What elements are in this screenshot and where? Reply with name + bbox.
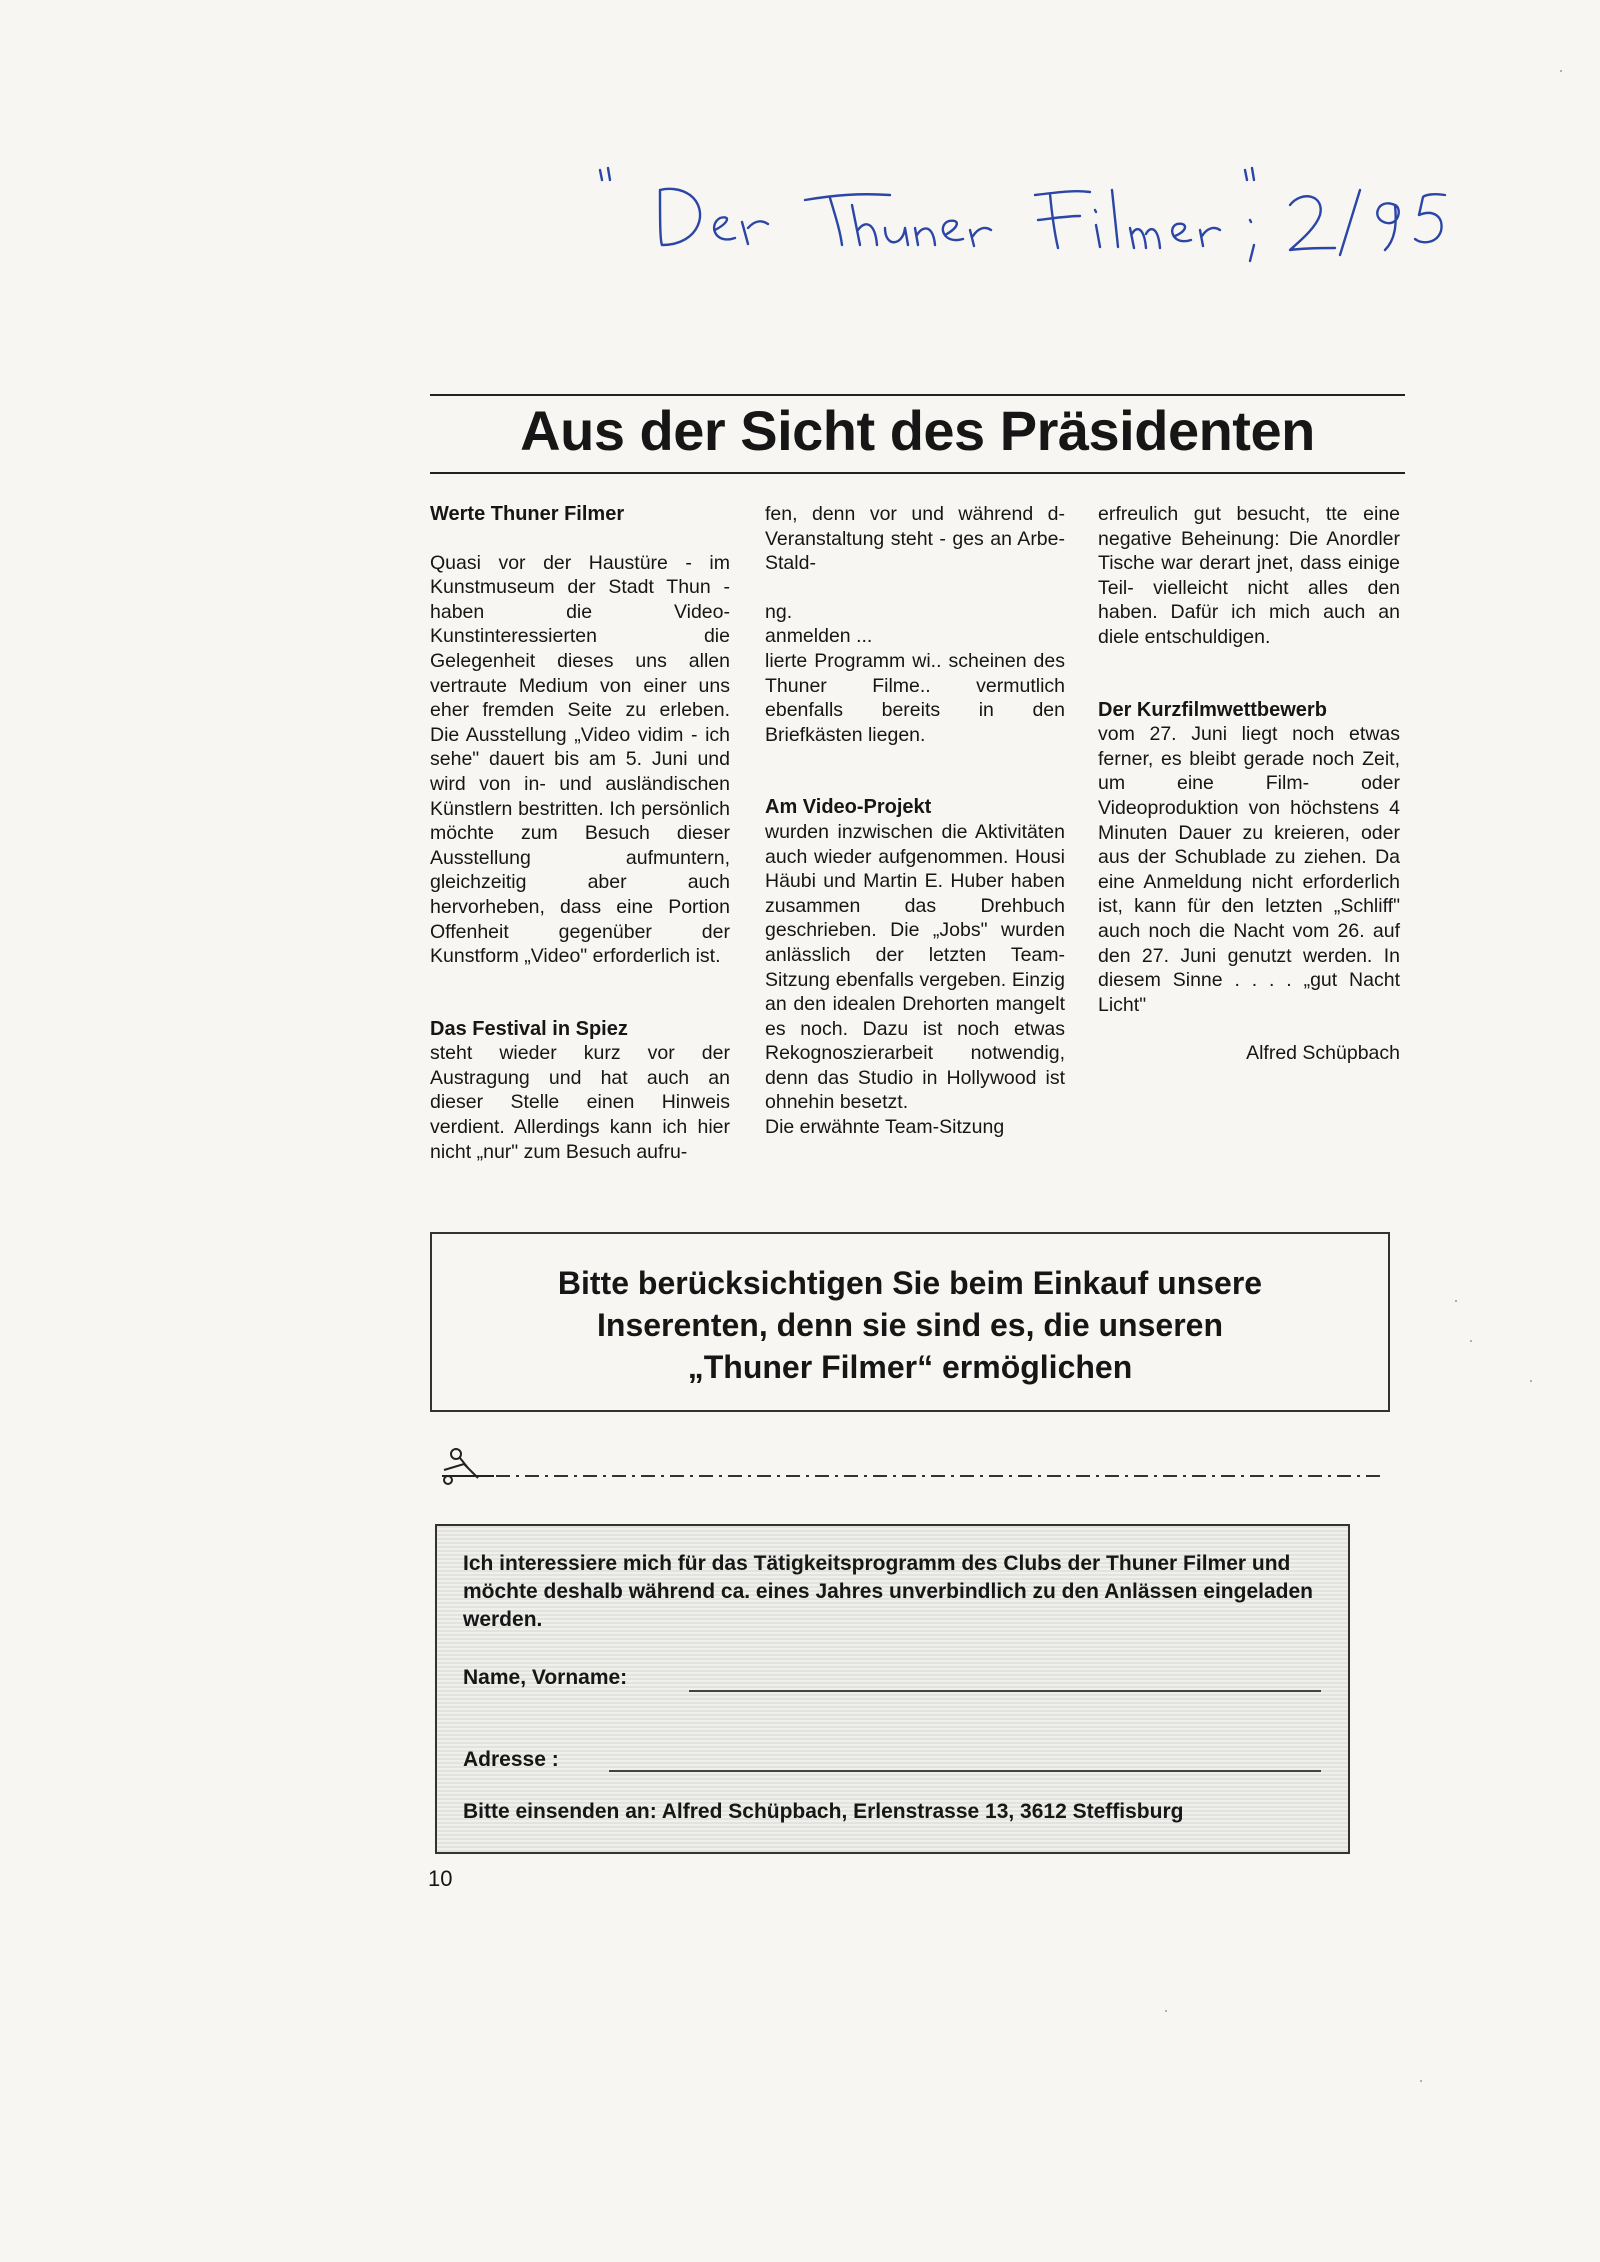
name-field[interactable]: [689, 1690, 1321, 1692]
address-label: Adresse :: [463, 1748, 559, 1771]
section-heading: Am Video-Projekt: [765, 796, 932, 819]
handwritten-annotation: [590, 150, 1450, 270]
scissors-cut-line: [434, 1446, 1384, 1486]
scan-speck: [1560, 70, 1562, 72]
author-signature: Alfred Schüpbach: [1246, 1042, 1400, 1065]
form-intro: Ich interessiere mich für das Tätigkeitsprogramm des Clubs der Thuner Filmer und möchte deshalb während ca. eines Jahres unverbindlich zu den Anlässen eingeladen werden.: [463, 1552, 1313, 1631]
section-heading: Das Festival in Spiez: [430, 1017, 628, 1040]
scan-speck: [1420, 2080, 1422, 2082]
address-field[interactable]: [609, 1770, 1321, 1772]
paragraph-spacer: [765, 747, 1065, 795]
paragraph: Quasi vor der Haustüre - im Kunstmuseum der Stadt Thun - haben die Video-Kunstinteressierten die Gelegenheit dieses uns allen vertraute Medium von einer uns eher fremden Seite zu erleben. Die Ausstellung „Video vidim - ich sehe" dauert bis am 5. Juni und wird von in- und ausländischen Künstlern bestritten. Ich persönlich möchte zum Besuch dieser Ausstellung aufmuntern, gleichzeitig aber auch hervorheben, dass eine Portion Offenheit gegenüber der Kunstform „Video" erforderlich ist.: [430, 551, 730, 968]
paragraph-spacer: [430, 969, 730, 1017]
article-column-2: [765, 502, 1065, 1140]
paragraph-spacer: [765, 576, 1065, 600]
paragraph-spacer: [1098, 650, 1400, 698]
paragraph: lierte Programm wi.. scheinen des Thuner Filme.. vermutlich ebenfalls bereits in den Briefkästen liegen.: [765, 649, 1065, 746]
section-heading: Der Kurzfilmwettbewerb: [1098, 698, 1327, 721]
membership-form: [435, 1524, 1350, 1854]
paragraph: wurden inzwischen die Aktivitäten auch wieder aufgenommen. Housi Häubi und Martin E. Huber haben zusammen das Drehbuch geschrieben. Die „Jobs" wurden anlässlich der letzten Team-Sitzung ebenfalls vergeben. Einzig an den idealen Drehorten mangelt es noch. Dazu ist noch etwas Rekognoszierarbeit notwendig, denn das Studio in Hollywood ist ohnehin besetzt.: [765, 820, 1065, 1114]
page-title: Aus der Sicht des Präsidenten: [520, 399, 1315, 462]
advertiser-notice-box: [430, 1232, 1390, 1412]
send-to-address: Bitte einsenden an: Alfred Schüpbach, Erlenstrasse 13, 3612 Steffisburg: [463, 1800, 1184, 1823]
paragraph: vom 27. Juni liegt noch etwas ferner, es bleibt gerade noch Zeit, um eine Film- oder Videoproduktion von höchstens 4 Minuten Dauer zu kreieren, oder aus der Schublade zu ziehen. Da eine Anmeldung nicht erforderlich ist, kann für den letzten „Schliff" auch noch die Nacht vom 26. auf den 27. Juni genutzt werden. In diesem Sinne . . . . „gut Nacht Licht": [1098, 723, 1400, 1016]
notice-line-1: Bitte berücksichtigen Sie beim Einkauf unsere: [557, 1265, 1263, 1301]
section-heading: Werte Thuner Filmer: [430, 503, 625, 525]
paragraph: steht wieder kurz vor der Austragung und hat auch an dieser Stelle einen Hinweis verdient. Allerdings kann ich hier nicht „nur" zum Besuch aufru-: [430, 1042, 730, 1163]
scissors-icon: [442, 1449, 494, 1484]
paragraph: fen, denn vor und während d- Veranstaltung steht - ges an Arbe- Stald-: [765, 503, 1065, 575]
scan-speck: [1530, 1380, 1532, 1382]
page-number: 10: [428, 1866, 453, 1891]
notice-line-2: Inserenten, denn sie sind es, die unseren: [597, 1307, 1223, 1343]
scan-speck: [1165, 2010, 1167, 2012]
paragraph: erfreulich gut besucht, tte eine negative Beheinung: Die Anordler Tische war derart jnet, dass einige Teil- vielleicht nicht alles den haben. Dafür ich mich auch an diele entschuldigen.: [1098, 503, 1400, 648]
title-rule-bottom: [430, 472, 1405, 474]
scan-speck: [1470, 1340, 1472, 1342]
paragraph-spacer: [430, 527, 730, 551]
paragraph: ng.: [765, 600, 793, 623]
paragraph: anmelden ...: [765, 625, 873, 648]
scan-speck: [1455, 1300, 1457, 1302]
article-column-1: [430, 502, 730, 1164]
paragraph: Die erwähnte Team-Sitzung: [765, 1116, 1005, 1139]
name-label: Name, Vorname:: [463, 1666, 628, 1689]
notice-line-3: „Thuner Filmer“ ermöglichen: [687, 1349, 1133, 1385]
article-column-3: [1098, 502, 1400, 1066]
title-rule-top: [430, 394, 1405, 396]
